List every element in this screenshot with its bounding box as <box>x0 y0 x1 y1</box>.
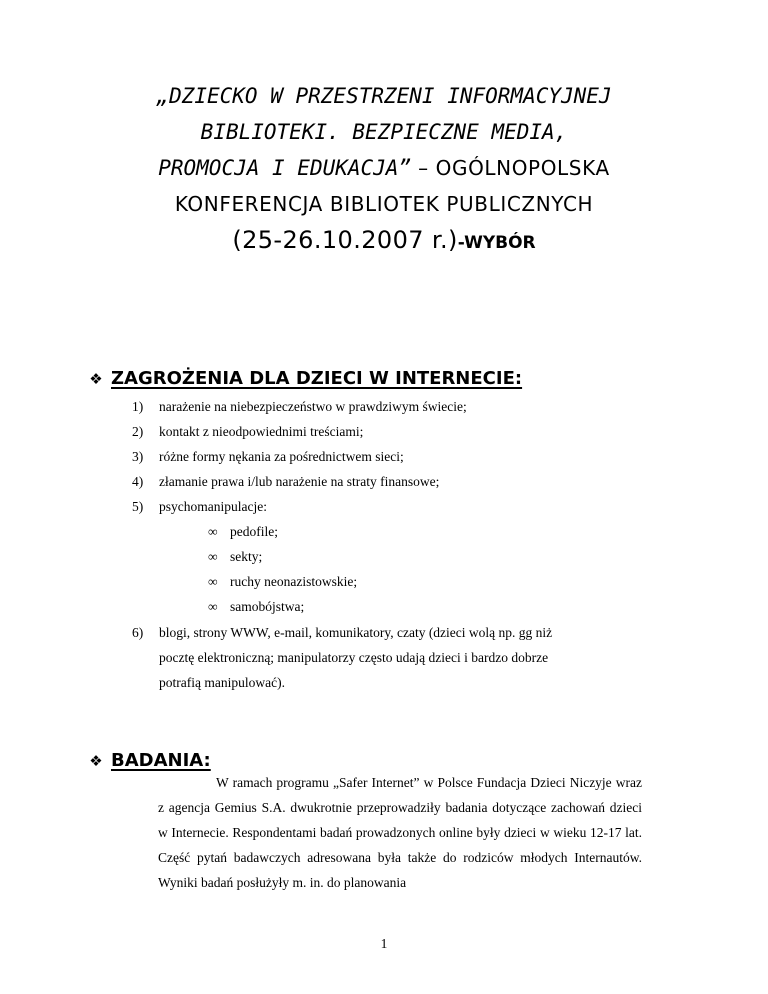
document-title <box>60 78 708 258</box>
diamond-bullet-icon: ❖ <box>89 370 103 388</box>
title-line-3-rest: – OGÓLNOPOLSKA <box>411 156 610 180</box>
title-line-3-italic: PROMOCJA I EDUKACJA” <box>158 156 412 180</box>
infinity-bullet-icon: ∞ <box>208 599 218 614</box>
section-heading-text: ZAGROŻENIA DLA DZIECI W INTERNECIE: <box>111 368 523 389</box>
title-line-5 <box>60 222 708 258</box>
title-suffix: -WYBÓR <box>457 233 536 253</box>
research-paragraph: W ramach programu „Safer Internet” w Polsce Fundacja Dzieci Niczyje wraz z agencja Gemius S.A. dwukrotnie przeprowadziły badania dotyczące zachowań dzieci w Internecie. Respondentami badań prowadzonych online były dzieci w wieku 12-17 lat. Część pytań badawczych adresowana była także do rodziców młodych Internautów. Wyniki badań posłużyły m. in. do planowania <box>158 775 642 890</box>
list-item: 5) psychomanipulacje: <box>132 499 267 514</box>
list-item: 3) różne formy nękania za pośrednictwem sieci; <box>132 449 404 464</box>
title-dates: (25-26.10.2007 r.) <box>232 226 458 254</box>
list-item: 2) kontakt z nieodpowiednimi treściami; <box>132 424 364 439</box>
infinity-bullet-icon: ∞ <box>208 549 218 564</box>
title-line-1: „DZIECKO W PRZESTRZENI INFORMACYJNEJ <box>156 84 612 108</box>
list-item: 4) złamanie prawa i/lub narażenie na straty finansowe; <box>132 474 440 489</box>
threats-list <box>132 394 467 519</box>
diamond-bullet-icon: ❖ <box>89 752 103 770</box>
sublist-item: ∞ pedofile; <box>208 519 357 544</box>
infinity-bullet-icon: ∞ <box>208 524 218 539</box>
infinity-bullet-icon: ∞ <box>208 574 218 589</box>
title-line-4: KONFERENCJA BIBLIOTEK PUBLICZNYCH <box>174 192 594 216</box>
sublist-item: ∞ samobójstwa; <box>208 594 357 619</box>
section-heading-threats <box>88 366 522 392</box>
list-item: 1) narażenie na niebezpieczeństwo w prawdziwym świecie; <box>132 399 467 414</box>
section-heading-text: BADANIA: <box>111 750 211 771</box>
title-line-3 <box>60 150 708 186</box>
psychomanipulation-sublist <box>208 519 357 619</box>
sublist-item: ∞ sekty; <box>208 544 357 569</box>
list-item-6: 6) blogi, strony WWW, e-mail, komunikatory, czaty (dzieci wolą np. gg niż pocztę elektroniczną; manipulatorzy często udają dzieci i bardzo dobrze potrafią manipulować). <box>132 625 553 690</box>
title-line-2: BIBLIOTEKI. BEZPIECZNE MEDIA, <box>200 120 568 144</box>
sublist-item: ∞ ruchy neonazistowskie; <box>208 569 357 594</box>
page-number: 1 <box>380 936 388 951</box>
